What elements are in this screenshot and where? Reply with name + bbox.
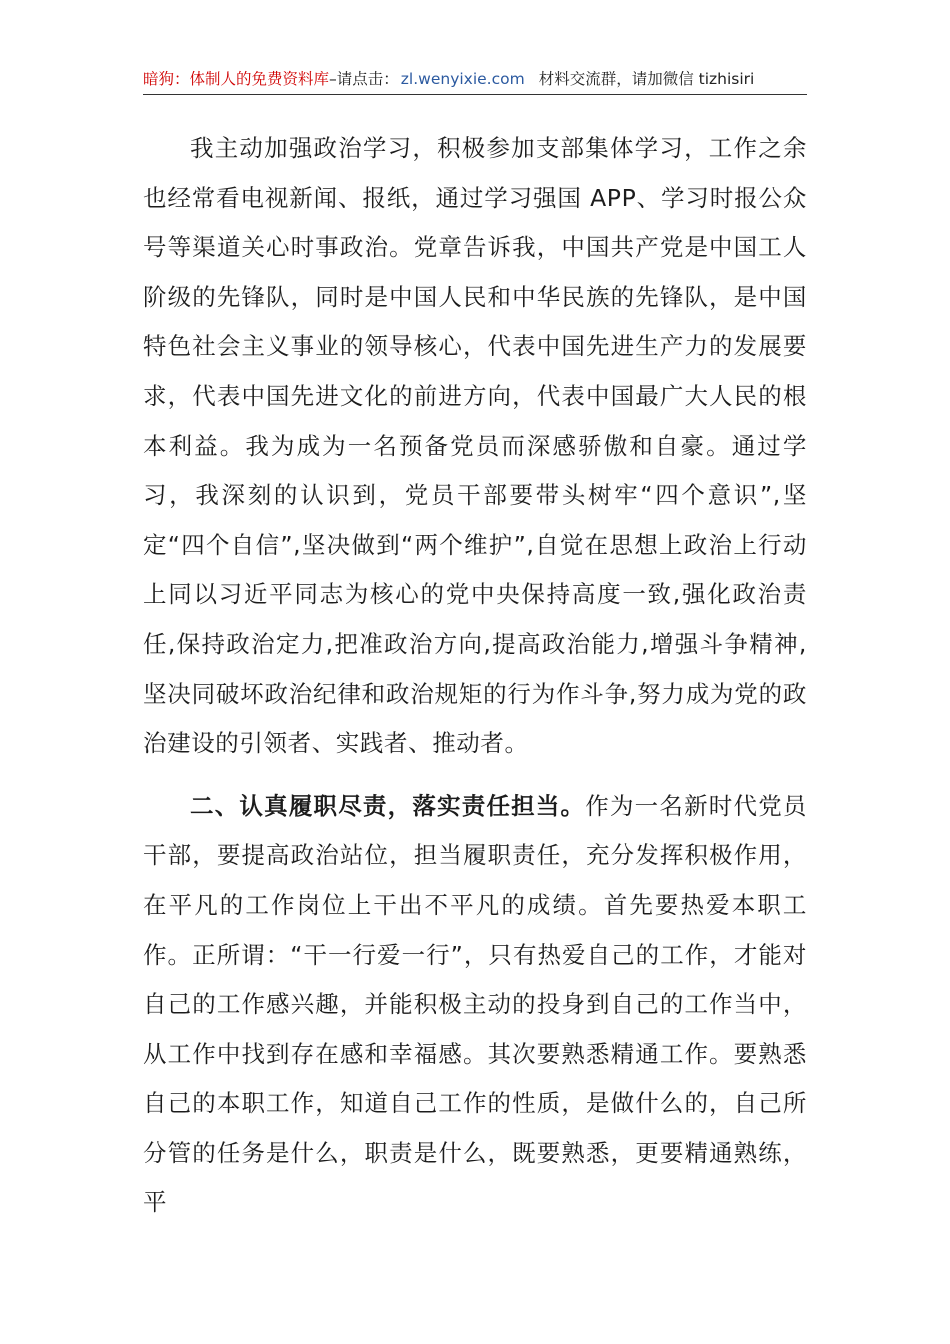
header-group-note: 材料交流群，请加微信 tizhisiri xyxy=(538,70,755,88)
paragraph-political-study xyxy=(143,124,807,769)
header-link[interactable]: zl.wenyixie.com xyxy=(400,70,525,88)
header-prompt: –请点击： xyxy=(329,70,399,88)
document-body xyxy=(143,124,807,1228)
paragraph-text: 作为一名新时代党员干部，要提高政治站位，担当履职责任，充分发挥积极作用，在平凡的工作岗位上干出不平凡的成绩。首先要热爱本职工作。正所谓：“干一行爱一行”，只有热爱自己的工作，才能对自己的工作感兴趣，并能积极主动的投身到自己的工作当中，从工作中找到存在感和幸福感。其次要熟悉精通工作。要熟悉自己的本职工作，知道自己工作的性质，是做什么的，自己所分管的任务是什么，职责是什么，既要熟悉，更要精通熟练，平 xyxy=(143,791,807,1217)
page-header xyxy=(143,66,807,95)
header-brand: 暗狗：体制人的免费资料库 xyxy=(143,70,330,88)
section-heading: 二、认真履职尽责，落实责任担当。 xyxy=(190,791,586,820)
paragraph-text: 我主动加强政治学习，积极参加支部集体学习，工作之余也经常看电视新闻、报纸，通过学习强国 APP、学习时报公众号等渠道关心时事政治。党章告诉我，中国共产党是中国工人阶级的先锋队，同时是中国人民和中华民族的先锋队，是中国特色社会主义事业的领导核心，代表中国先进生产力的发展要求，代表中国先进文化的前进方向，代表中国最广大人民的根本利益。我为成为一名预备党员而深感骄傲和自豪。通过学习，我深刻的认识到，党员干部要带头树牢“四个意识”,坚定“四个自信”,坚决做到“两个维护”,自觉在思想上政治上行动上同以习近平同志为核心的党中央保持高度一致,强化政治责任,保持政治定力,把准政治方向,提高政治能力,增强斗争精神,坚决同破坏政治纪律和政治规矩的行为作斗争,努力成为党的政治建设的引领者、实践者、推动者。 xyxy=(143,134,807,758)
paragraph-duty xyxy=(143,782,807,1228)
